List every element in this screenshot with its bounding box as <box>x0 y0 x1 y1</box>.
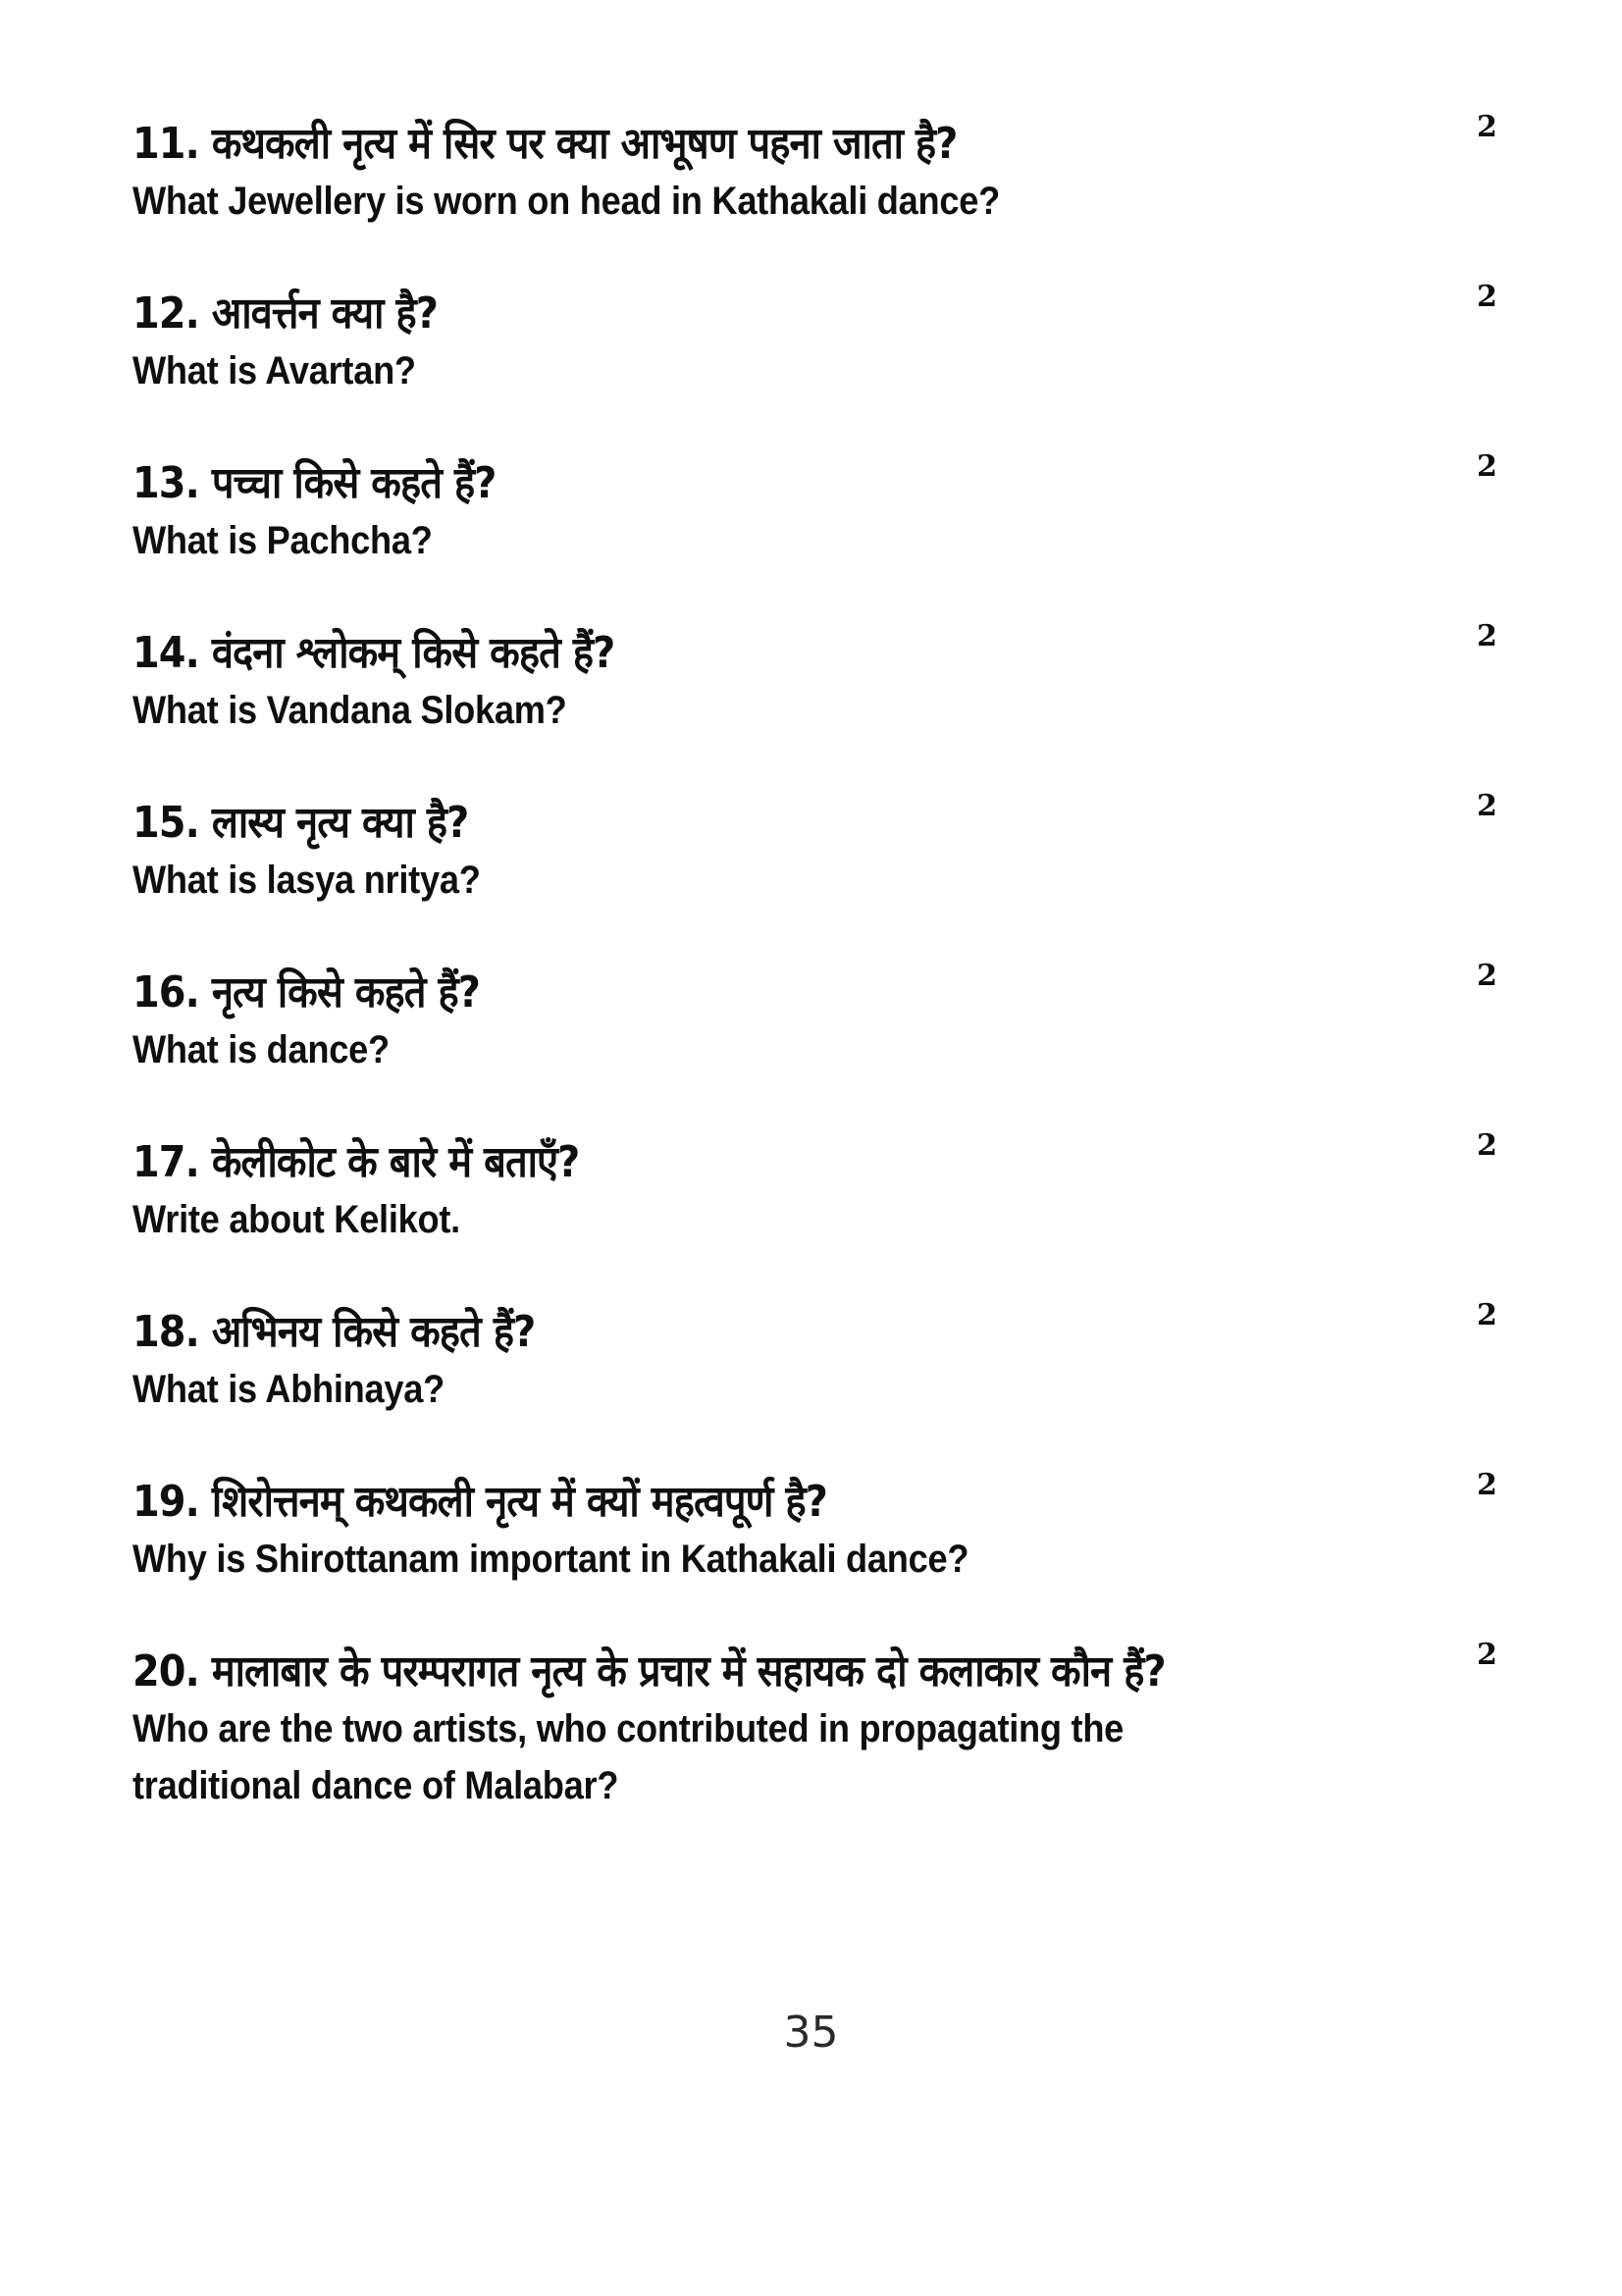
question-17 <box>132 1128 1563 1248</box>
question-16 <box>132 959 1563 1078</box>
marks-value: 2 <box>1477 619 1497 653</box>
question-hindi-text: 20. मालाबार के परम्परागत नृत्य के प्रचार में सहायक दो कलाकार कौन हैं? <box>132 1646 1166 1696</box>
marks-value: 2 <box>1477 1468 1497 1502</box>
question-english-text: Who are the two artists, who contributed in propagating the <box>132 1707 1125 1750</box>
question-english-text: Write about Kelikot. <box>132 1198 460 1241</box>
question-english-text: What is lasya nritya? <box>132 859 481 902</box>
question-hindi-text: 19. शिरोत्तनम् कथकली नृत्य में क्यों महत्वपूर्ण है? <box>132 1477 827 1527</box>
question-hindi-text: 11. कथकली नृत्य में सिर पर क्या आभूषण पहना जाता है? <box>132 119 958 169</box>
question-13 <box>132 449 1563 569</box>
question-hindi-text: 18. अभिनय किसे कहते हैं? <box>132 1307 536 1357</box>
question-english-text: What Jewellery is worn on head in Kathakali dance? <box>132 180 1000 223</box>
question-english-text: What is Vandana Slokam? <box>132 689 567 732</box>
question-english-text: What is Abhinaya? <box>132 1368 445 1411</box>
marks-value: 2 <box>1477 959 1497 993</box>
marks-value: 2 <box>1477 1638 1497 1672</box>
question-20 <box>132 1638 1563 1814</box>
question-18 <box>132 1298 1563 1418</box>
question-hindi-text: 16. नृत्य किसे कहते हैं? <box>132 967 480 1018</box>
marks-value: 2 <box>1477 789 1497 823</box>
marks-value: 2 <box>1477 110 1497 144</box>
questions-list <box>132 110 1563 1870</box>
question-11 <box>132 110 1563 230</box>
question-english-text: What is dance? <box>132 1028 390 1071</box>
question-hindi-text: 14. वंदना श्लोकम् किसे कहते हैं? <box>132 628 615 678</box>
question-14 <box>132 619 1563 739</box>
question-english-text: What is Avartan? <box>132 349 416 392</box>
marks-value: 2 <box>1477 1128 1497 1163</box>
marks-value: 2 <box>1477 449 1497 484</box>
question-english-text: Why is Shirottanam important in Kathakali dance? <box>132 1538 969 1581</box>
question-english-text-continued: traditional dance of Malabar? <box>132 1764 619 1807</box>
question-english-text: What is Pachcha? <box>132 519 433 562</box>
question-hindi-text: 12. आवर्त्तन क्या है? <box>132 288 438 339</box>
question-19 <box>132 1468 1563 1588</box>
page-number: 35 <box>783 2008 839 2058</box>
question-12 <box>132 280 1563 399</box>
marks-value: 2 <box>1477 280 1497 314</box>
question-15 <box>132 789 1563 909</box>
question-hindi-text: 17. केलीकोट के बारे में बताएँ? <box>132 1137 580 1187</box>
question-hindi-text: 13. पच्चा किसे कहते हैं? <box>132 458 497 508</box>
question-hindi-text: 15. लास्य नृत्य क्या है? <box>132 798 469 848</box>
marks-value: 2 <box>1477 1298 1497 1332</box>
